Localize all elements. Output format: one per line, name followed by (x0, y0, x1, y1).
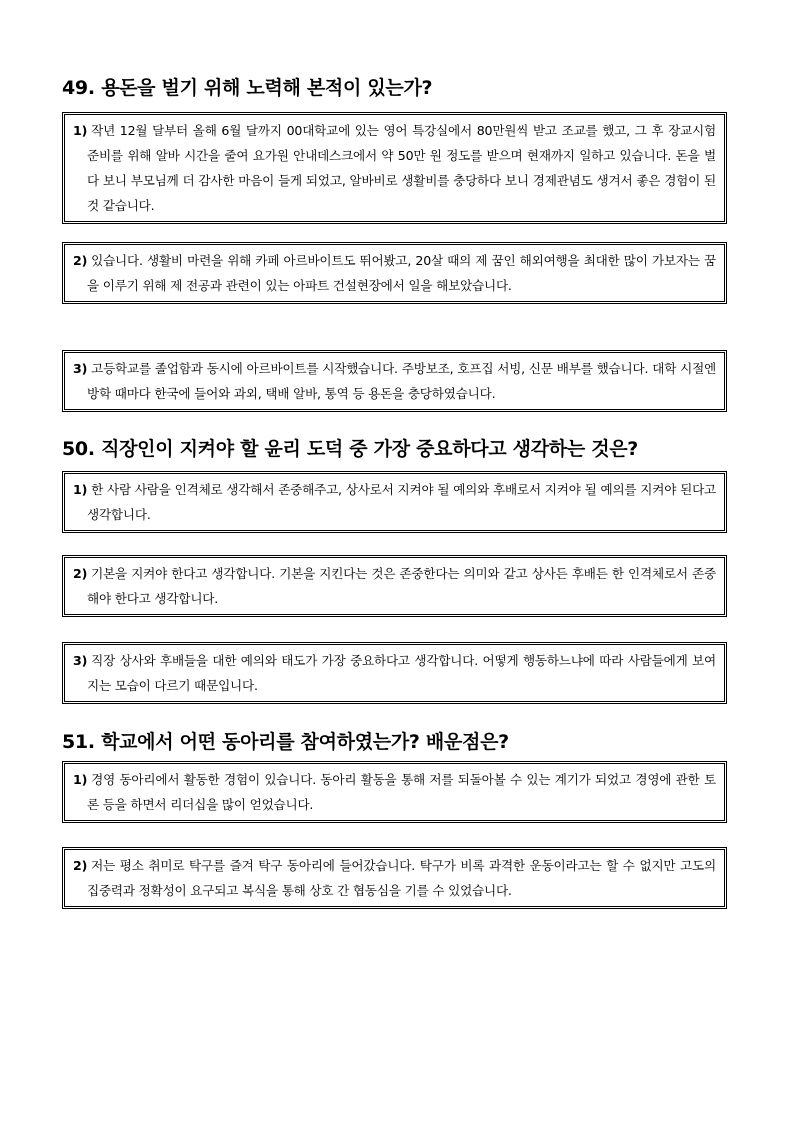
question-49-title: 49. 용돈을 벌기 위해 노력해 본적이 있는가? (62, 77, 433, 99)
answer-text: 경영 동아리에서 활동한 경험이 있습니다. 동아리 활동을 통해 저를 되돌아볼 수 있는 계기가 되었고 경영에 관한 토론 등을 하면서 리더십을 많이 얻었습니다. (87, 772, 716, 812)
answer-text: 기본을 지켜야 한다고 생각합니다. 기본을 지킨다는 것은 존중한다는 의미와 같고 상사든 후배든 한 인격체로서 존중해야 한다고 생각합니다. (87, 566, 716, 606)
answer-number: 1) (73, 123, 88, 138)
answer-51-1 (62, 761, 727, 823)
answer-49-3 (62, 350, 727, 412)
answer-number: 2) (73, 566, 88, 581)
answer-50-3 (62, 642, 727, 704)
answer-text: 작년 12월 달부터 올해 6월 달까지 00대학교에 있는 영어 특강실에서 80만원씩 받고 조교를 했고, 그 후 장교시험 준비를 위해 알바 시간을 줄여 요가원 안내데스크에서 약 50만 원 정도를 받으며 현재까지 일하고 있습니다. 돈을 벌다 보니 부모님께 더 감사한 마음이 들게 되었고, 알바비로 생활비를 충당하다 보니 경제관념도 생겨서 좋은 경험이 된 것 같습니다. (87, 123, 716, 213)
answer-49-2 (62, 242, 727, 304)
answer-number: 2) (73, 253, 88, 268)
question-50-title: 50. 직장인이 지켜야 할 윤리 도덕 중 가장 중요하다고 생각하는 것은? (62, 438, 639, 460)
answer-number: 1) (73, 772, 88, 787)
answer-51-2 (62, 847, 727, 909)
answer-text: 고등학교를 졸업함과 동시에 아르바이트를 시작했습니다. 주방보조, 호프집 서빙, 신문 배부를 했습니다. 대학 시절엔 방학 때마다 한국에 들어와 과외, 택배 알바, 통역 등 용돈을 충당하였습니다. (87, 361, 716, 401)
answer-50-2 (62, 555, 727, 617)
answer-49-1 (62, 112, 727, 224)
answer-number: 3) (73, 653, 88, 668)
answer-number: 2) (73, 858, 88, 873)
answer-50-1 (62, 471, 727, 533)
answer-text: 있습니다. 생활비 마련을 위해 카페 아르바이트도 뛰어봤고, 20살 때의 제 꿈인 해외여행을 최대한 많이 가보자는 꿈을 이루기 위해 제 전공과 관련이 있는 아파트 건설현장에서 일을 해보았습니다. (87, 253, 716, 293)
answer-number: 3) (73, 361, 88, 376)
answer-text: 한 사람 사람을 인격체로 생각해서 존중해주고, 상사로서 지켜야 될 예의와 후배로서 지켜야 될 예의를 지켜야 된다고 생각합니다. (87, 482, 716, 522)
answer-text: 저는 평소 취미로 탁구를 즐겨 탁구 동아리에 들어갔습니다. 탁구가 비록 과격한 운동이라고는 할 수 없지만 고도의 집중력과 정확성이 요구되고 복식을 통해 상호 간 협동심을 기를 수 있었습니다. (87, 858, 716, 898)
answer-number: 1) (73, 482, 88, 497)
question-51-title: 51. 학교에서 어떤 동아리를 참여하였는가? 배운점은? (62, 731, 509, 753)
answer-text: 직장 상사와 후배들을 대한 예의와 태도가 가장 중요하다고 생각합니다. 어떻게 행동하느냐에 따라 사람들에게 보여지는 모습이 다르기 때문입니다. (87, 653, 716, 693)
